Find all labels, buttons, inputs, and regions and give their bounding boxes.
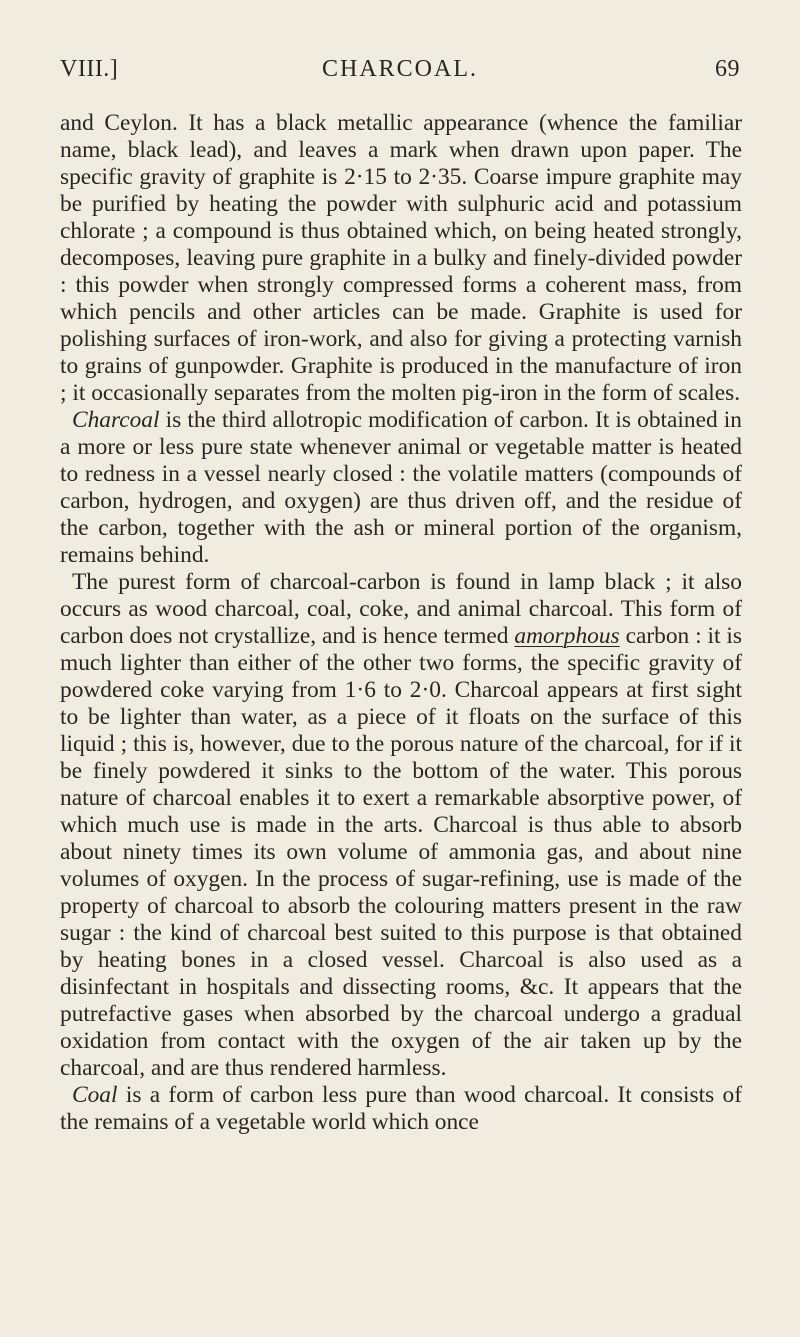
chapter-marker: VIII.]	[60, 56, 119, 82]
page-number: 69	[715, 56, 740, 82]
term-charcoal: Charcoal	[72, 407, 160, 433]
term-coal: Coal	[72, 1082, 118, 1108]
body-text	[60, 110, 742, 1136]
running-head	[60, 56, 740, 90]
paragraph-text: and Ceylon. It has a black metallic appearance (whence the familiar name, black lead), and leaves a mark when drawn upon paper. The specific gravity of graphite is 2·15 to 2·35. Coarse impure graphite may be purified by heating the powder with sulphuric acid and potassium chlorate ; a compound is thus obtained which, on being heated strongly, decomposes, leaving pure graphite in a bulky and finely-divided powder : this powder when strongly compressed forms a coherent mass, from which pencils and other articles can be made. Graphite is used for polishing surfaces of iron-work, and also for giving a protecting varnish to grains of gunpowder. Graphite is produced in the manufacture of iron ; it occasionally separates from the molten pig-iron in the form of scales.	[60, 110, 742, 406]
paragraph-amorphous-carbon	[60, 569, 742, 1082]
paragraph-charcoal	[60, 407, 742, 569]
running-title: CHARCOAL.	[321, 56, 478, 82]
paragraph-text: carbon : it is much lighter than either of the other two forms, the specific gravity of powdered coke varying from 1·6 to 2·0. Charcoal appears at first sight to be lighter than water, as a piece of it floats on the surface of this liquid ; this is, however, due to the porous nature of the charcoal, for if it be finely powdered it sinks to the bottom of the water. This porous nature of charcoal enables it to exert a remarkable absorptive power, of which much use is made in the arts. Charcoal is thus able to absorb about ninety times its own volume of ammonia gas, and about nine volumes of oxygen. In the process of sugar-refining, use is made of the property of charcoal to absorb the colouring matters present in the raw sugar : the kind of charcoal best suited to this purpose is that obtained by heating bones in a closed vessel. Charcoal is also used as a disinfectant in hospitals and dissecting rooms, &c. It appears that the putrefactive gases when absorbed by the charcoal undergo a gradual oxidation from contact with the oxygen of the air taken up by the charcoal, and are thus rendered harmless.	[60, 623, 742, 1081]
paragraph-text: is the third allotropic modification of carbon. It is obtained in a more or less pure state whenever animal or vegetable matter is heated to redness in a vessel nearly closed : the volatile matters (compounds of carbon, hydrogen, and oxygen) are thus driven off, and the residue of the carbon, together with the ash or mineral portion of the organism, remains behind.	[60, 407, 742, 568]
term-amorphous: amorphous	[514, 623, 620, 649]
paragraph-graphite-continued	[60, 110, 742, 407]
paragraph-text: The purest form of charcoal-carbon is found in lamp black ; it also occurs as wood charcoal, coal, coke, and animal charcoal. This form of carbon does not crystallize, and is hence termed	[60, 569, 742, 649]
paragraph-text: is a form of carbon less pure than wood charcoal. It consists of the remains of a vegetable world which once	[60, 1082, 742, 1135]
paragraph-coal	[60, 1082, 742, 1136]
